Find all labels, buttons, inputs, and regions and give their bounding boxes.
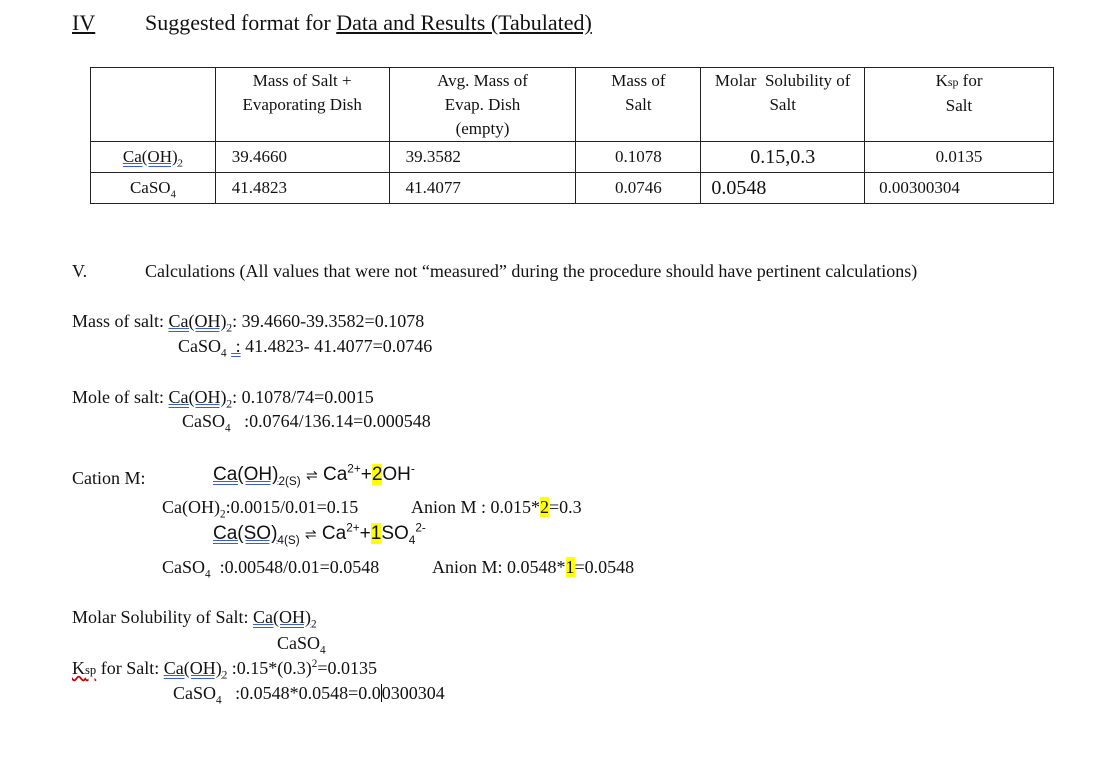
table-header-row — [91, 68, 1054, 142]
section-5-title: Calculations (All values that were not “measured” during the procedure should have pertinent calculations) — [145, 261, 918, 281]
header-molar-solubility: Molar Solubility of Salt — [701, 68, 865, 142]
row-2-salt — [91, 173, 216, 204]
section-5-numeral: V. — [72, 261, 88, 281]
row-2-mass-salt-dish: 41.4823 — [215, 173, 389, 204]
table-row — [91, 173, 1054, 204]
header-avg-mass-dish: Avg. Mass of Evap. Dish (empty) — [389, 68, 576, 142]
ksp-calc-line-2: CaSO$_4$ :0.0548*0.0548=0.00300304 — [173, 683, 445, 707]
mass-calc-line-2: CaSO$_4$ : 41.4823- 41.4077=0.0746 — [178, 336, 433, 360]
row-1-salt — [91, 142, 216, 173]
header-mass-salt: Mass of Salt — [576, 68, 701, 142]
equation-caso4-dissociation: $Ca(SO)_{4(S)}$ ⇌ $Ca^{2+}+1SO_4^{2-}$ — [213, 521, 426, 547]
row-1-mass-salt-dish: 39.4660 — [215, 142, 389, 173]
header-ksp — [865, 68, 1054, 142]
ksp-calc-line-1: Ksp for Salt: $Ca(OH)_2$ $:0.15*(0.3)^2=0.0135$ — [72, 658, 377, 682]
mass-calc-line-1: Mass of salt: $Ca(OH)_2$: 39.4660-39.3582=0.1078 — [72, 311, 425, 335]
molar-solubility-line-1: Molar Solubility of Salt: $Ca(OH)_2$ — [72, 607, 317, 631]
header-ksp-text: Ksp for Salt — [935, 71, 983, 115]
header-empty-cell — [91, 68, 216, 142]
row-2-avg-mass-dish: 41.4077 — [389, 173, 576, 204]
concentration-caoh2: $Ca(OH)_2:0.0015/0.01=0.15$ — [162, 497, 359, 521]
row-1-ksp: 0.0135 — [865, 142, 1054, 173]
table-row — [91, 142, 1054, 173]
equation-caoh2-dissociation: $Ca(OH)_{2(S)}$ ⇌ $Ca^{2+}+2OH^-$ — [213, 462, 415, 488]
cation-label: Cation M: — [72, 468, 146, 488]
section-4-numeral: IV — [72, 10, 96, 35]
salt-caoh2-display: $Ca(OH)_2$ — [122, 147, 183, 170]
header-mass-salt-dish: Mass of Salt + Evaporating Dish — [215, 68, 389, 142]
row-1-avg-mass-dish: 39.3582 — [389, 142, 576, 173]
row-1-mass-salt: 0.1078 — [576, 142, 701, 173]
mole-calc-line-2: CaSO$_4$ :0.0764/136.14=0.000548 — [182, 411, 431, 435]
molar-solubility-line-2: CaSO$_4$ — [277, 633, 326, 657]
anion-calc-caso4: Anion M: 0.0548*1=0.0548 — [432, 557, 635, 577]
results-table — [90, 67, 1054, 204]
anion-calc-caoh2: Anion M : 0.015*2=0.3 — [411, 497, 582, 517]
concentration-caso4: CaSO$_4$ :0.00548/0.01=0.0548 — [162, 557, 380, 581]
section-4-title: Suggested format for Data and Results (Tabulated) — [145, 10, 592, 35]
row-2-molar-solubility: 0.0548 — [701, 173, 865, 204]
row-2-ksp: 0.00300304 — [865, 173, 1054, 204]
row-1-molar-solubility: 0.15,0.3 — [701, 142, 865, 173]
row-2-mass-salt: 0.0746 — [576, 173, 701, 204]
mole-calc-line-1: Mole of salt: $Ca(OH)_2$: 0.1078/74=0.0015 — [72, 387, 374, 411]
salt-caso4-display: CaSO$_4$ — [129, 178, 176, 201]
